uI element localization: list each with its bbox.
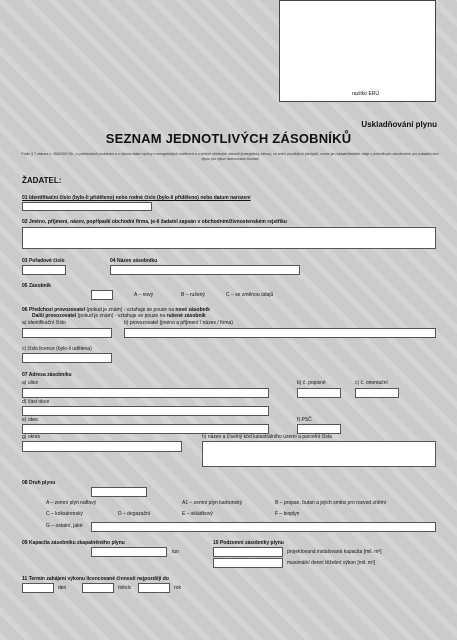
section-01-label: 01 Identifikační číslo (bylo-li přiděleno) nebo rodné číslo (bylo-li přiděleno) nebo datum narození bbox=[22, 195, 251, 201]
county-label: g) okres bbox=[22, 434, 41, 440]
district-part-label: d) část obce bbox=[22, 399, 50, 405]
form-title: SEZNAM JEDNOTLIVÝCH ZÁSOBNÍKŮ bbox=[105, 131, 352, 146]
stamp-label: razítko ERÚ bbox=[352, 91, 379, 97]
cadastre-input[interactable] bbox=[202, 441, 436, 467]
start-year-label: rok bbox=[174, 585, 181, 591]
orientation-number-input[interactable] bbox=[355, 388, 399, 398]
section-08-label: 08 Druh plynu bbox=[22, 480, 56, 486]
gas-option-a: A – zemní plyn naftový bbox=[46, 500, 97, 506]
section-04-label: 04 Název zásobníku bbox=[110, 258, 158, 264]
start-month-label: měsíc bbox=[118, 585, 132, 591]
license-number-input[interactable] bbox=[22, 353, 112, 363]
gas-option-e: E – skládkový bbox=[182, 511, 213, 517]
section-03-label: 03 Pořadové číslo bbox=[22, 258, 65, 264]
gas-other-input[interactable] bbox=[91, 522, 436, 532]
prev-operator-name-label: b) provozovatel (jméno a příjmení / název / firma) bbox=[124, 320, 233, 326]
gas-option-a1: A1 – zemní plyn karbonský bbox=[182, 500, 243, 506]
orientation-number-label: c) č. orientační bbox=[355, 380, 388, 386]
gas-option-c: C – koksárenský bbox=[46, 511, 83, 517]
gas-option-f: F – bioplyn bbox=[275, 511, 300, 517]
section-09-label: 09 Kapacita zásobníku zkapalněného plynu bbox=[22, 540, 125, 546]
lpg-capacity-unit: tun bbox=[172, 549, 179, 555]
storage-option-b: B – rušený bbox=[181, 292, 205, 298]
municipality-input[interactable] bbox=[22, 424, 269, 434]
section-07-label: 07 Adresa zásobníku bbox=[22, 372, 72, 378]
ugs-output-label: maximální denní těžební výkon [mil. m³] bbox=[287, 560, 376, 566]
applicant-heading: ŽADATEL: bbox=[22, 176, 62, 185]
section-11-label: 11 Termín zahájení výkonu licencované činnosti nejpozději do bbox=[22, 576, 169, 582]
district-part-input[interactable] bbox=[22, 406, 269, 416]
gas-option-g: G – ostatní, jaké: bbox=[46, 523, 84, 529]
storage-option-c: C – se změnou údajů bbox=[226, 292, 274, 298]
cadastre-label: h) název a číselný kód katastrálního území a parcelní čísla bbox=[202, 434, 332, 440]
ugs-capacity-input[interactable] bbox=[213, 547, 283, 557]
gas-option-b: B – propan, butan a jejich směsi pro rozvod sítěmi bbox=[275, 500, 386, 506]
prev-operator-id-input[interactable] bbox=[22, 328, 112, 338]
lpg-capacity-input[interactable] bbox=[91, 547, 167, 557]
stamp-box bbox=[279, 0, 436, 102]
section-06-line2: Další provozovatel (pokud je znám) - vztahuje se pouze na rušené zásobník bbox=[32, 313, 206, 319]
section-05-label: 05 Zásobník bbox=[22, 283, 51, 289]
section-02-label: 02 Jméno, příjmení, název, popřípadě obchodní firma, je-li žadatel zapsán v obchodním/živnostenském rejstříku bbox=[22, 219, 287, 225]
ugs-capacity-label: projektovaná instalovaná kapacita [mil. m³] bbox=[287, 549, 382, 555]
house-number-input[interactable] bbox=[297, 388, 341, 398]
id-number-input[interactable] bbox=[22, 202, 152, 211]
prev-operator-name-input[interactable] bbox=[124, 328, 436, 338]
section-06-line1: 06 Předchozí provozovatel (pokud je znám) - vztahuje se pouze na nové zásobník bbox=[22, 307, 210, 313]
section-10-label: 10 Podzemní zásobníky plynu bbox=[213, 540, 284, 546]
county-input[interactable] bbox=[22, 441, 182, 452]
license-number-label: c) číslo licence (bylo-li udělena) bbox=[22, 346, 92, 352]
gas-option-d: D – degazační bbox=[118, 511, 151, 517]
start-year-input[interactable] bbox=[138, 583, 170, 593]
name-input[interactable] bbox=[22, 227, 436, 249]
legal-text: Podle § 7 zákona č. 458/2000 Sb., o podmínkách podnikání a o výkonu státní správy v energetických odvětvích a o změně některých zákonů (energetický zákon), ve znění pozdějších předpisů, uvede jen žadatel/žadatel zdaje o jednotlivých zásobnících pro uskladňování plynu pro výkon licencované činnosti bbox=[21, 152, 439, 161]
ugs-output-input[interactable] bbox=[213, 558, 283, 568]
postcode-input[interactable] bbox=[297, 424, 341, 434]
storage-name-input[interactable] bbox=[110, 265, 300, 275]
gas-type-input[interactable] bbox=[91, 487, 147, 497]
storage-option-a: A – nový bbox=[134, 292, 154, 298]
prev-operator-id-label: a) identifikační číslo bbox=[22, 320, 66, 326]
postcode-label: f) PSČ bbox=[297, 417, 312, 423]
street-input[interactable] bbox=[22, 388, 269, 398]
form-subtitle: Uskladňování plynu bbox=[361, 120, 437, 129]
order-number-input[interactable] bbox=[22, 265, 66, 275]
start-month-input[interactable] bbox=[82, 583, 114, 593]
start-day-input[interactable] bbox=[22, 583, 54, 593]
start-day-label: den bbox=[58, 585, 67, 591]
storage-type-input[interactable] bbox=[91, 290, 113, 300]
street-label: a) ulice bbox=[22, 380, 39, 386]
house-number-label: b) č. popisné bbox=[297, 380, 326, 386]
municipality-label: e) obec bbox=[22, 417, 39, 423]
